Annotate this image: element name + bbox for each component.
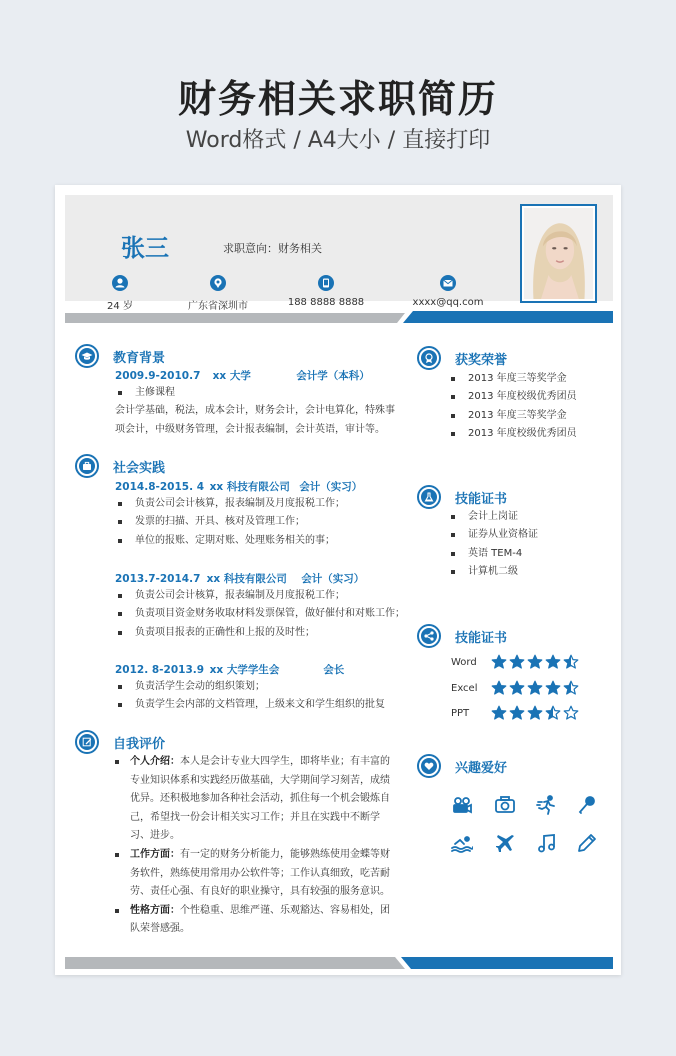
section-education xyxy=(75,344,165,368)
self-eval-item-personality xyxy=(115,902,395,939)
practice-entry-3-list xyxy=(115,678,385,715)
section-certs xyxy=(417,485,507,509)
flask-icon xyxy=(417,485,441,509)
skill-stars xyxy=(491,680,581,696)
practice-entry-2-list xyxy=(115,587,405,642)
list-item: 2013 年度三等奖学金 xyxy=(448,407,577,425)
location-icon xyxy=(210,275,226,291)
hero-subtitle: Word格式 / A4大小 / 直接打印 xyxy=(185,128,491,153)
contact-location xyxy=(163,275,273,312)
self-eval-title: 自我评价 xyxy=(113,736,166,752)
camera-icon xyxy=(451,794,473,816)
list-item: 负责学生会内部的文档管理，上级来文和学生组织的批复 xyxy=(115,696,385,714)
person-icon xyxy=(112,275,128,291)
header-divider xyxy=(65,311,613,323)
list-item: 2013 年度校级优秀团员 xyxy=(448,425,577,443)
list-item: 证券从业资格证 xyxy=(448,526,538,544)
list-item: 负责公司会计核算，报表编制及月度报税工作； xyxy=(115,495,345,513)
practice-title: 社会实践 xyxy=(113,460,166,476)
education-school: xx 大学 xyxy=(212,370,251,382)
self-eval-text: 个性稳重、思维严谨、乐观豁达、容易相处，团队荣誉感强。 xyxy=(130,904,390,935)
certs-title: 技能证书 xyxy=(455,491,508,507)
contact-age xyxy=(65,275,175,312)
certs-list xyxy=(448,508,538,582)
running-icon xyxy=(536,794,558,816)
education-period: 2009.9-2010.7 xyxy=(115,370,201,382)
section-hobbies xyxy=(417,754,507,778)
practice-entry-1-period: 2014.8-2015. 4 xyxy=(115,481,205,493)
section-self-eval xyxy=(75,730,165,754)
medal-icon xyxy=(417,346,441,370)
skill-row-word xyxy=(451,654,581,670)
age-value: 24 岁 xyxy=(107,301,133,312)
contact-phone xyxy=(271,275,381,308)
phone-icon xyxy=(318,275,334,291)
education-entry-head xyxy=(115,368,370,383)
heart-icon xyxy=(417,754,441,778)
graduation-cap-icon xyxy=(75,344,99,368)
star-icon xyxy=(491,654,507,670)
star-icon xyxy=(527,705,543,721)
briefcase-icon xyxy=(75,454,99,478)
practice-entry-2-role: 会计（实习） xyxy=(301,573,365,585)
practice-entry-2-head xyxy=(115,571,364,586)
practice-entry-1-list xyxy=(115,495,345,550)
contact-email xyxy=(393,275,503,308)
self-eval-text: 本人是会计专业大四学生，即将毕业；有丰富的专业知识体系和实践经历做基础，大学期间学习刻苦，成绩优异。还积极地参加各种社会活动，抓住每一个机会锻炼自己，希望找一份会计相关实习工作；并且在实践中不断学习、进步。 xyxy=(130,756,390,842)
awards-list xyxy=(448,370,577,444)
practice-entry-2-period: 2013.7-2014.7 xyxy=(115,573,201,585)
self-eval-item-intro xyxy=(115,753,395,846)
share-icon xyxy=(417,624,441,648)
list-item: 负责项目资金财务收取材料发票保管，做好催付和对账工作； xyxy=(115,605,405,623)
star-icon xyxy=(545,705,561,721)
list-item: 发票的扫描、开具、核对及管理工作； xyxy=(115,513,345,531)
list-item: 负责项目报表的正确性和上报的及时性； xyxy=(115,624,405,642)
music-icon xyxy=(536,832,558,854)
hero-title: 财务相关求职简历 xyxy=(177,77,498,121)
practice-entry-3-head xyxy=(115,662,344,677)
practice-entry-3-role: 会长 xyxy=(323,664,345,676)
phone-value: 188 8888 8888 xyxy=(287,297,365,308)
awards-title: 获奖荣誉 xyxy=(455,352,508,368)
skill-name: PPT xyxy=(451,707,470,719)
skill-stars xyxy=(491,654,581,670)
self-eval-label: 工作方面： xyxy=(130,848,180,860)
skill-row-ppt xyxy=(451,705,581,721)
star-icon xyxy=(491,705,507,721)
star-icon xyxy=(563,680,579,696)
candidate-name: 张三 xyxy=(121,234,169,262)
star-icon xyxy=(509,654,525,670)
skill-name: Word xyxy=(451,656,477,668)
self-eval-item-work xyxy=(115,846,395,902)
education-list xyxy=(115,384,175,402)
star-icon xyxy=(509,705,525,721)
list-item: 单位的报账、定期对账、处理账务相关的事； xyxy=(115,532,345,550)
section-practice xyxy=(75,454,165,478)
star-icon xyxy=(563,705,579,721)
email-icon xyxy=(440,275,456,291)
hobbies-title: 兴趣爱好 xyxy=(455,760,508,776)
practice-entry-1-role: 会计（实习） xyxy=(299,481,363,493)
list-item: 2013 年度校级优秀团员 xyxy=(448,388,577,406)
skill-stars xyxy=(491,705,581,721)
practice-entry-1-org: xx 科技有限公司 xyxy=(209,481,290,493)
job-intent: 求职意向：财务相关 xyxy=(223,242,322,255)
edit-note-icon xyxy=(75,730,99,754)
resume-page xyxy=(55,185,621,975)
airplane-icon xyxy=(494,832,516,854)
star-icon xyxy=(509,680,525,696)
self-eval-text: 有一定的财务分析能力，能够熟练使用金蝶等财务软件，熟练使用常用办公软件等；工作认真细致，吃苦耐劳、责任心强、有良好的职业操守，具有较强的服务意识。 xyxy=(130,848,390,898)
education-courses: 会计学基础，税法，成本会计，财务会计，会计电算化，特殊事项会计，中级财务管理，会计报表编制，会计英语，审计等。 xyxy=(115,405,395,435)
list-item: 负责公司会计核算，报表编制及月度报税工作； xyxy=(115,587,405,605)
star-icon xyxy=(545,680,561,696)
education-major: 会计学（本科） xyxy=(296,370,370,382)
swimming-icon xyxy=(451,832,473,854)
practice-entry-3-period: 2012. 8-2013.9 xyxy=(115,664,205,676)
pencil-icon xyxy=(576,832,598,854)
list-item: 会计上岗证 xyxy=(448,508,538,526)
star-icon xyxy=(491,680,507,696)
list-item: 2013 年度三等奖学金 xyxy=(448,370,577,388)
skill-row-excel xyxy=(451,680,581,696)
list-item: 英语 TEM-4 xyxy=(448,545,538,563)
skills-title: 技能证书 xyxy=(455,630,508,646)
self-eval-label: 个人介绍： xyxy=(130,756,180,767)
star-icon xyxy=(527,680,543,696)
list-item: 计算机二级 xyxy=(448,563,538,581)
location-value: 广东省深圳市 xyxy=(188,301,248,312)
email-value: xxxx@qq.com xyxy=(412,297,484,308)
section-skills xyxy=(417,624,507,648)
profile-photo xyxy=(520,204,597,303)
microphone-icon xyxy=(576,794,598,816)
section-awards xyxy=(417,346,507,370)
star-icon xyxy=(527,654,543,670)
practice-entry-3-org: xx 大学学生会 xyxy=(209,664,280,676)
star-icon xyxy=(545,654,561,670)
list-item: 负责活学生会动的组织策划； xyxy=(115,678,385,696)
footer-divider xyxy=(65,957,613,969)
photo-camera-icon xyxy=(494,794,516,816)
self-eval-label: 性格方面： xyxy=(130,904,180,916)
practice-entry-1-head xyxy=(115,479,362,494)
skill-name: Excel xyxy=(451,682,478,694)
education-title: 教育背景 xyxy=(113,350,166,366)
star-icon xyxy=(563,654,579,670)
practice-entry-2-org: xx 科技有限公司 xyxy=(206,573,287,585)
self-eval-list xyxy=(115,753,395,939)
list-item: 主修课程 xyxy=(115,384,175,402)
